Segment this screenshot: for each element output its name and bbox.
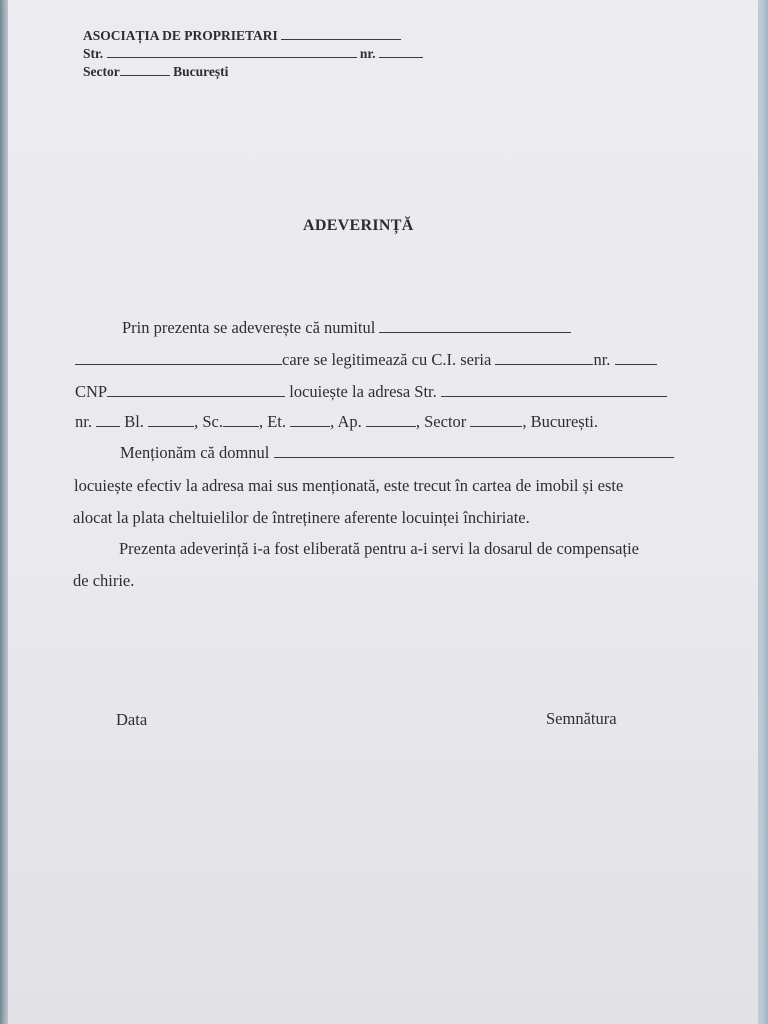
et-label: , Et. (258, 412, 286, 431)
cnp-label: CNP (75, 382, 108, 401)
body-line-2 (75, 350, 657, 370)
bl-label: Bl. (124, 412, 144, 431)
association-line (83, 27, 401, 44)
ci-series-blank (495, 350, 593, 365)
sc-blank (223, 412, 259, 427)
body-line-1 (122, 318, 571, 338)
name-cont-blank (75, 350, 282, 365)
sector-body-blank (470, 412, 522, 427)
association-blank (281, 27, 401, 40)
sector-line (83, 63, 228, 80)
sc-label: , Sc. (194, 412, 223, 431)
page-title: ADEVERINȚĂ (303, 217, 414, 234)
sector-label-body: , Sector (415, 412, 467, 431)
ci-nr-label: nr. (593, 350, 611, 369)
bl-blank (148, 412, 194, 427)
name-blank (379, 318, 571, 333)
body-line-8: Prezenta adeverință i-a fost eliberată pentru a-i servi la dosarul de compensație (119, 539, 639, 558)
domnul-blank (274, 443, 674, 458)
body-line-7: alocat la plata cheltuielilor de întreținere aferente locuinței închiriate. (73, 508, 530, 527)
body-line-2-text: care se legitimează cu C.I. seria (282, 350, 492, 369)
body-line-4 (75, 412, 598, 432)
ap-blank (366, 412, 416, 427)
ci-nr-blank (615, 350, 657, 365)
ap-label: , Ap. (330, 412, 362, 431)
document-page (8, 0, 758, 1024)
city-label: București (173, 64, 229, 79)
number-label: nr. (359, 46, 376, 61)
body-line-5-text: Menționăm că domnul (120, 443, 270, 462)
street-blank (107, 45, 357, 58)
body-line-1-text: Prin prezenta se adeverește că numitul (122, 318, 376, 337)
number-blank (379, 45, 423, 58)
body-line-3 (75, 382, 667, 402)
nr-label: nr. (75, 412, 92, 431)
nr-blank (96, 412, 120, 427)
body-line-6: locuiește efectiv la adresa mai sus menționată, este trecut în cartea de imobil și este (74, 476, 624, 495)
street-line (83, 45, 423, 62)
body-line-9: de chirie. (73, 571, 135, 590)
signature-label: Semnătura (546, 709, 617, 728)
association-label: ASOCIAȚIA DE PROPRIETARI (83, 28, 278, 43)
cnp-blank (107, 382, 285, 397)
body-line-5 (120, 443, 674, 463)
sector-label: Sector (83, 64, 120, 79)
street-name-blank (441, 382, 667, 397)
date-label: Data (116, 710, 148, 729)
city-body-label: , București. (522, 412, 599, 431)
sector-blank (120, 63, 170, 76)
street-label: Str. (83, 46, 104, 61)
address-label: locuiește la adresa Str. (289, 382, 437, 401)
et-blank (290, 412, 330, 427)
